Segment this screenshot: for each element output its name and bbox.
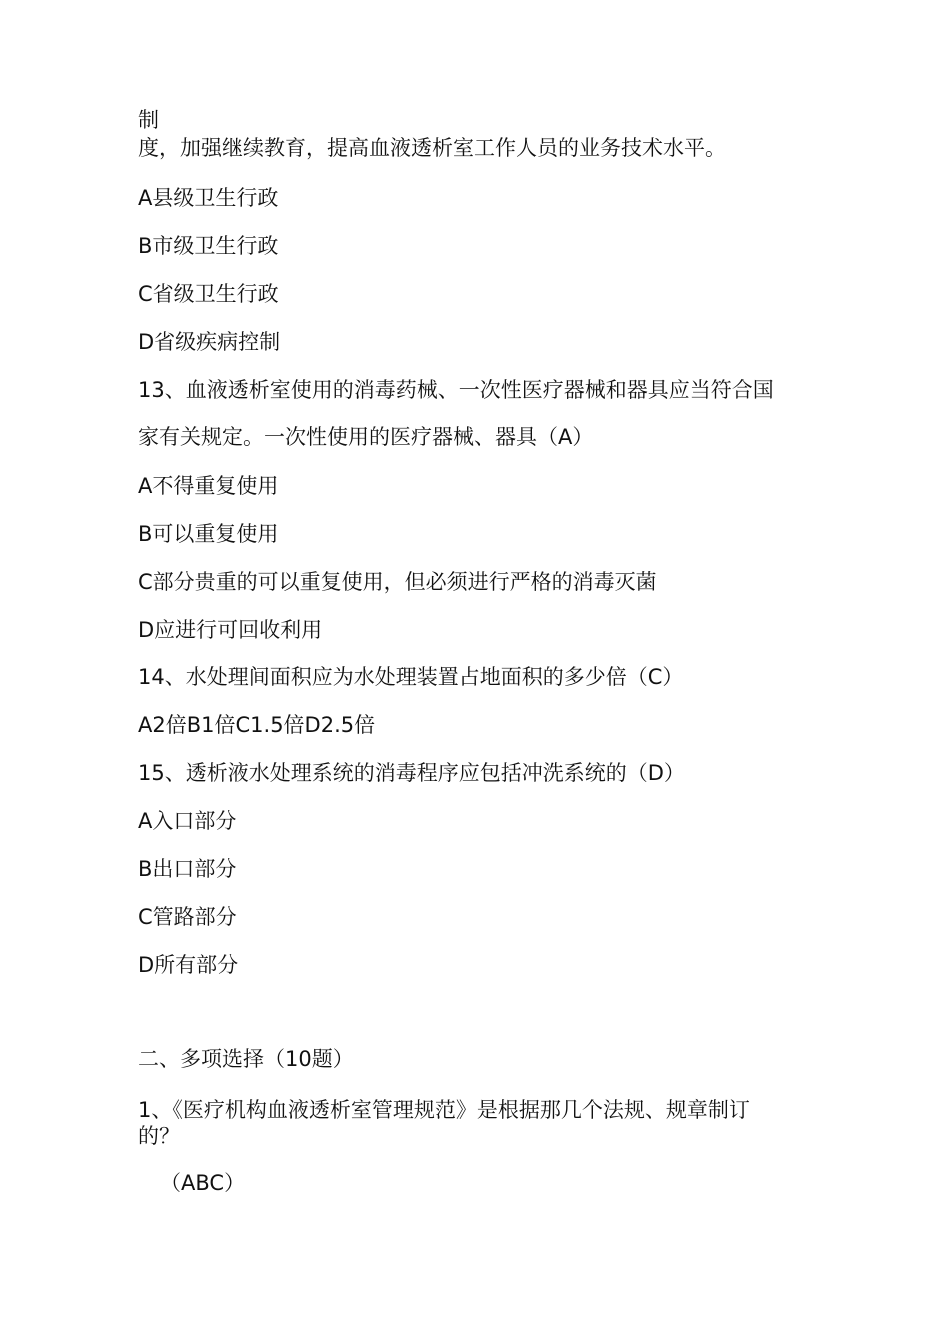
option-b: B可以重复使用 [138,522,279,546]
option-d: D所有部分 [138,953,239,977]
option-d: D省级疾病控制 [138,330,281,354]
mc-question-1-answer: （ABC） [160,1171,246,1195]
question-15: 15、透析液水处理系统的消毒程序应包括冲洗系统的（D） [138,761,685,785]
option-c: C部分贵重的可以重复使用，但必须进行严格的消毒灭菌 [138,570,657,594]
option-b: B出口部分 [138,857,237,881]
option-c: C省级卫生行政 [138,282,279,306]
question-14: 14、水处理间面积应为水处理装置占地面积的多少倍（C） [138,665,684,689]
option-b: B市级卫生行政 [138,234,279,258]
option-a: A入口部分 [138,809,237,833]
option-c: C管路部分 [138,905,237,929]
option-a: A县级卫生行政 [138,186,279,210]
question-14-options: A2倍B1倍C1.5倍D2.5倍 [138,713,376,737]
option-d: D应进行可回收利用 [138,618,323,642]
option-a: A不得重复使用 [138,474,279,498]
section-heading: 二、多项选择（10题） [138,1047,354,1071]
question-13-cont: 家有关规定。一次性使用的医疗器械、器具（A） [138,425,594,449]
text-line: 制 [138,108,159,132]
question-13: 13、血液透析室使用的消毒药械、一次性医疗器械和器具应当符合国 [138,378,774,402]
mc-question-1-cont: 的？ [138,1124,180,1148]
text-line: 度，加强继续教育，提高血液透析室工作人员的业务技术水平。 [138,136,726,160]
mc-question-1: 1、《医疗机构血液透析室管理规范》是根据那几个法规、规章制订 [138,1098,750,1122]
